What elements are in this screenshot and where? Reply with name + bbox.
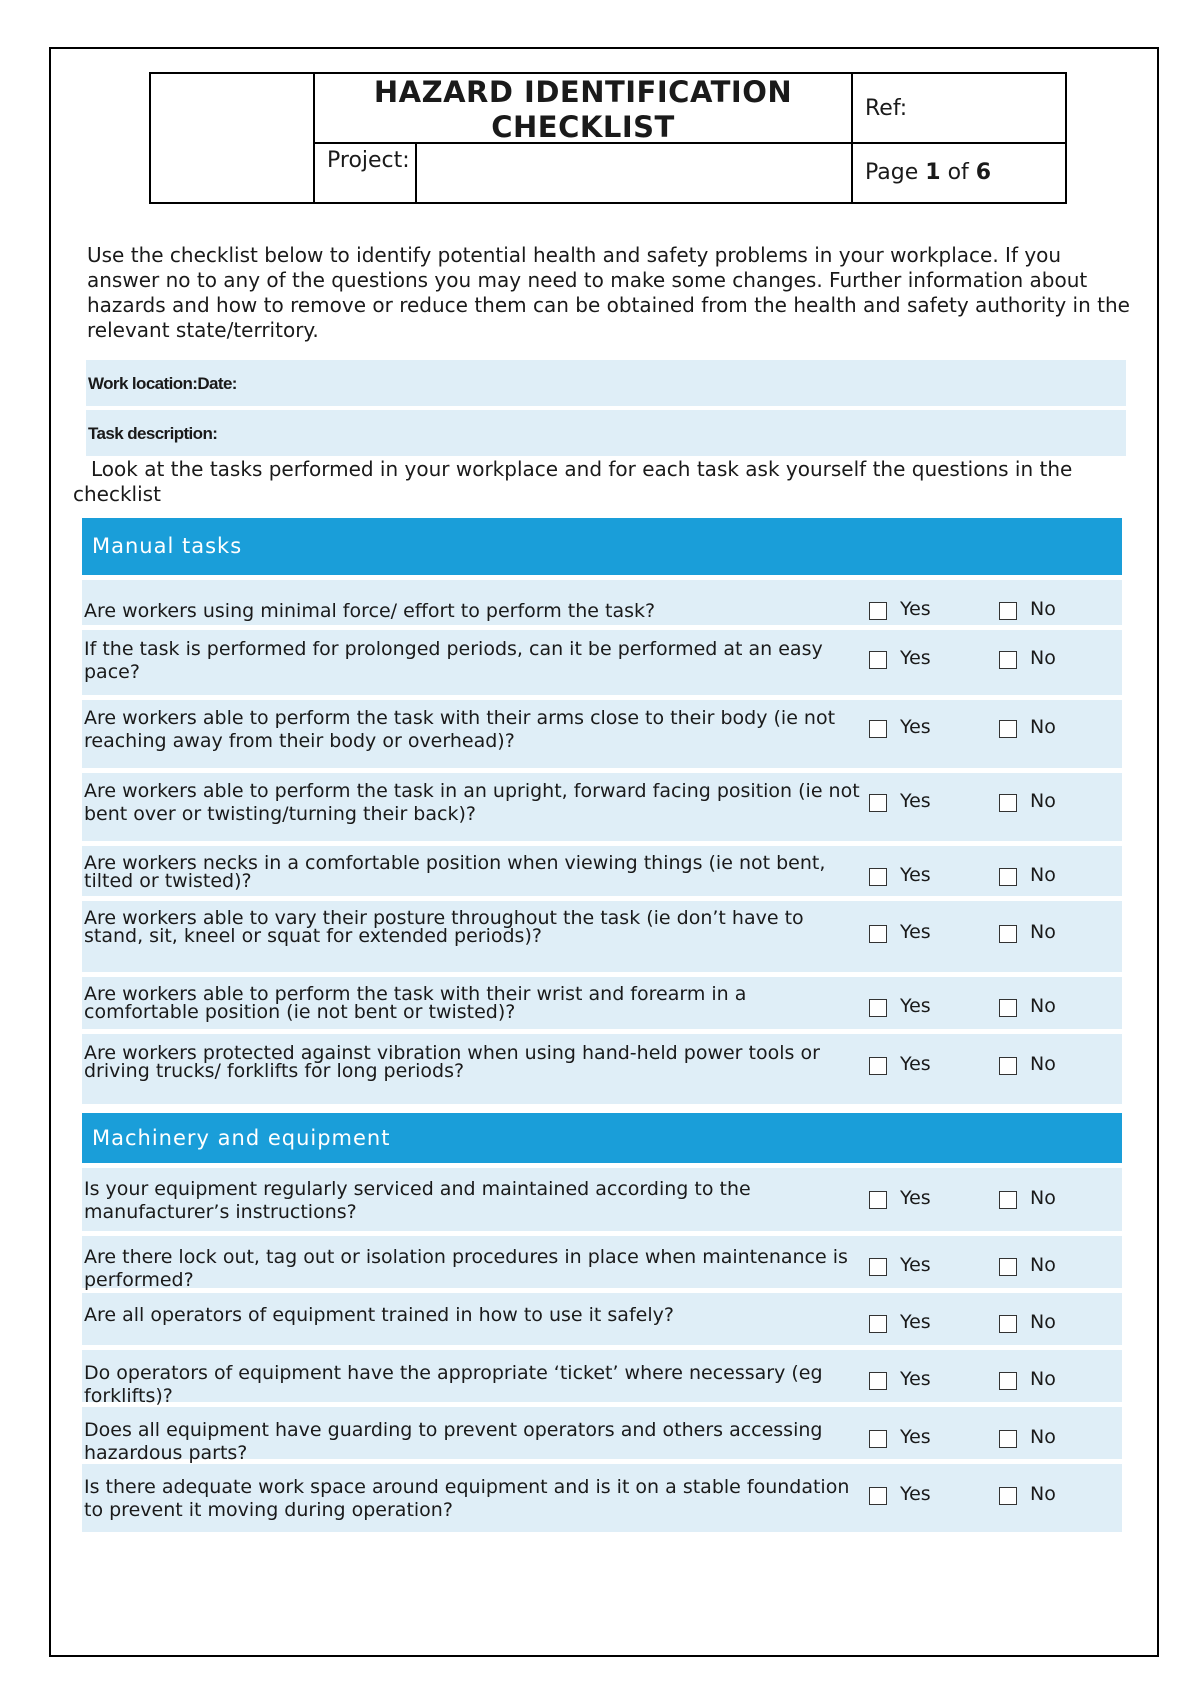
instruction-text: Look at the tasks performed in your workplace and for each task ask yourself the questions in the checklist [73,457,1073,506]
no-checkbox[interactable] [999,651,1017,669]
checklist-row [82,1350,1122,1407]
yes-label: Yes [900,790,931,812]
yes-checkbox[interactable] [869,1315,887,1333]
yes-checkbox[interactable] [869,1258,887,1276]
page-total: 6 [975,160,992,185]
project-label: Project: [315,144,417,202]
yes-label: Yes [900,1187,931,1209]
no-label: No [1030,1053,1056,1075]
question-text: Are workers necks in a comfortable position when viewing things (ie not bent, tilted or twisted)? [84,852,826,892]
question-text: Does all equipment have guarding to prevent operators and others accessing hazardous parts? [84,1419,823,1464]
checklist-row [82,901,1122,972]
ref-label: Ref: [853,74,1065,144]
no-label: No [1030,1254,1056,1276]
question-text: If the task is performed for prolonged periods, can it be performed at an easy pace? [84,638,823,683]
yes-checkbox[interactable] [869,651,887,669]
yes-checkbox[interactable] [869,868,887,886]
yes-label: Yes [900,1053,931,1075]
no-label: No [1030,790,1056,812]
question-text: Do operators of equipment have the appropriate ‘ticket’ where necessary (eg forklifts)? [84,1362,823,1407]
yes-label: Yes [900,1311,931,1333]
no-checkbox[interactable] [999,1258,1017,1276]
yes-label: Yes [900,921,931,943]
checklist-row [82,1407,1122,1464]
no-checkbox[interactable] [999,720,1017,738]
no-label: No [1030,1311,1056,1333]
checklist-row [82,1464,1122,1532]
yes-checkbox[interactable] [869,999,887,1017]
page-current: 1 [925,160,941,185]
no-checkbox[interactable] [999,1057,1017,1075]
yes-checkbox[interactable] [869,1430,887,1448]
no-checkbox[interactable] [999,1430,1017,1448]
project-field[interactable] [417,144,853,202]
checklist-row [82,1168,1122,1231]
yes-checkbox[interactable] [869,720,887,738]
no-label: No [1030,864,1056,886]
question-text: Are workers able to perform the task with their arms close to their body (ie not reaching away from their body or overhead)? [84,707,836,752]
yes-label: Yes [900,1254,931,1276]
no-checkbox[interactable] [999,1191,1017,1209]
work-location-date-field[interactable]: Work location:Date: [86,360,1126,406]
question-text: Is your equipment regularly serviced and maintained according to the manufacturer’s instructions? [84,1178,751,1223]
checklist-row [82,700,1122,768]
yes-checkbox[interactable] [869,794,887,812]
yes-label: Yes [900,647,931,669]
yes-checkbox[interactable] [869,1372,887,1390]
question-text: Is there adequate work space around equipment and is it on a stable foundation to prevent it moving during operation? [84,1476,850,1521]
yes-label: Yes [900,1368,931,1390]
yes-label: Yes [900,598,931,620]
yes-checkbox[interactable] [869,1191,887,1209]
no-label: No [1030,1426,1056,1448]
no-checkbox[interactable] [999,868,1017,886]
yes-checkbox[interactable] [869,1057,887,1075]
checklist-row [82,977,1122,1029]
question-text: Are workers able to perform the task in an upright, forward facing position (ie not bent over or twisting/turning their back)? [84,780,860,825]
checklist-row [82,1293,1122,1345]
page-number [853,144,1065,202]
no-label: No [1030,716,1056,738]
checklist-row [82,630,1122,695]
question-text: Are workers using minimal force/ effort to perform the task? [84,600,656,622]
yes-label: Yes [900,1483,931,1505]
no-label: No [1030,1483,1056,1505]
document-header-table [149,72,1067,204]
intro-paragraph: Use the checklist below to identify potential health and safety problems in your workplace. If you answer no to any of the questions you may need to make some changes. Further information about hazards and how to remove or reduce them can be obtained from the health and safety authority in the relevant state/territory. [87,243,1130,342]
no-label: No [1030,1368,1056,1390]
logo-cell [151,74,315,202]
document-title: HAZARD IDENTIFICATION CHECKLIST [315,74,853,144]
no-label: No [1030,647,1056,669]
section-header-machinery: Machinery and equipment [82,1113,1122,1163]
no-checkbox[interactable] [999,1372,1017,1390]
yes-label: Yes [900,995,931,1017]
checklist-row [82,1034,1122,1104]
no-checkbox[interactable] [999,925,1017,943]
task-description-field[interactable]: Task description: [86,410,1126,456]
page-of: of [947,160,969,185]
no-label: No [1030,1187,1056,1209]
no-label: No [1030,598,1056,620]
question-text: Are workers able to vary their posture throughout the task (ie don’t have to stand, sit, kneel or squat for extended periods)? [84,907,804,947]
yes-label: Yes [900,716,931,738]
section-header-manual-tasks: Manual tasks [82,518,1122,575]
no-checkbox[interactable] [999,999,1017,1017]
no-label: No [1030,921,1056,943]
question-text: Are workers able to perform the task with their wrist and forearm in a comfortable position (ie not bent or twisted)? [84,983,747,1023]
checklist-row [82,580,1122,625]
yes-checkbox[interactable] [869,925,887,943]
question-text: Are workers protected against vibration when using hand-held power tools or driving trucks/ forklifts for long periods? [84,1042,820,1082]
question-text: Are all operators of equipment trained in how to use it safely? [84,1304,674,1326]
checklist-row [82,1236,1122,1291]
yes-checkbox[interactable] [869,1487,887,1505]
checklist-row [82,846,1122,896]
page-word: Page [865,160,919,185]
no-label: No [1030,995,1056,1017]
no-checkbox[interactable] [999,602,1017,620]
no-checkbox[interactable] [999,794,1017,812]
yes-label: Yes [900,1426,931,1448]
yes-label: Yes [900,864,931,886]
question-text: Are there lock out, tag out or isolation procedures in place when maintenance is performed? [84,1246,848,1291]
yes-checkbox[interactable] [869,602,887,620]
checklist-row [82,773,1122,841]
no-checkbox[interactable] [999,1315,1017,1333]
no-checkbox[interactable] [999,1487,1017,1505]
